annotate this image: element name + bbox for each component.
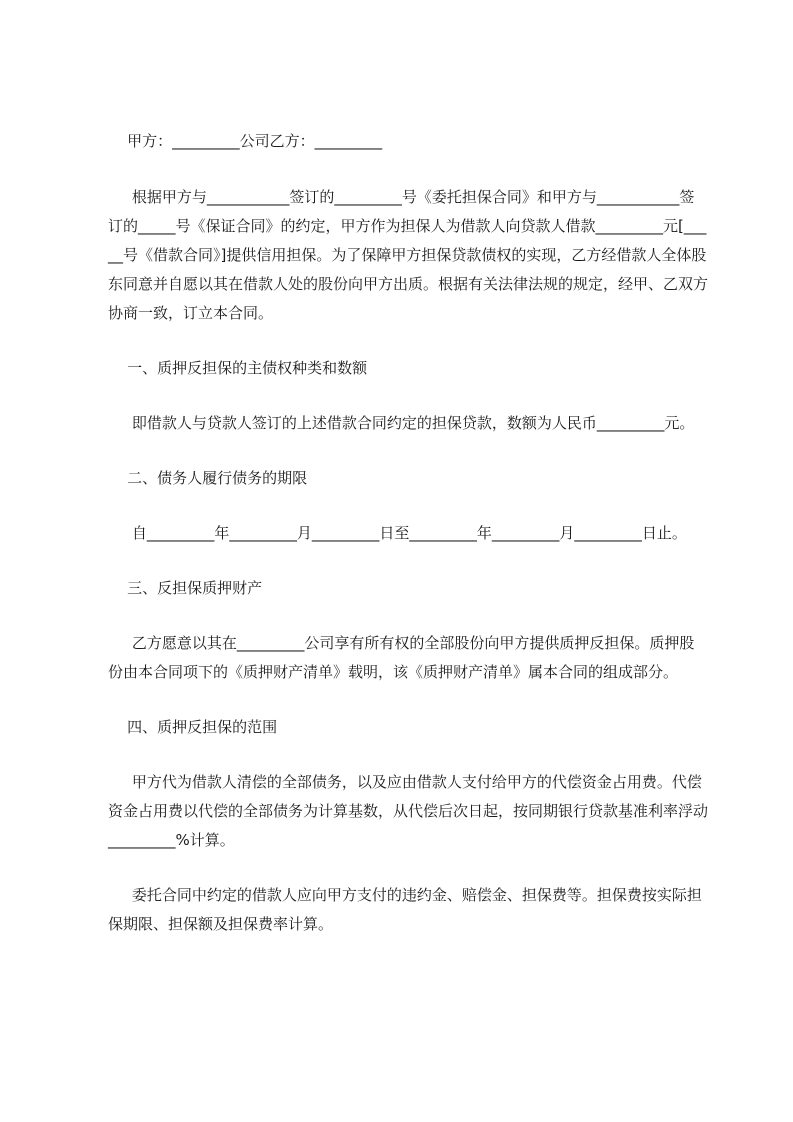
section-heading-3: 三、反担保质押财产 bbox=[108, 579, 263, 597]
spacer bbox=[108, 383, 708, 409]
spacer bbox=[108, 328, 708, 354]
intro-paragraph: 根据甲方与___________签订的_________号《委托担保合同》和甲方与___________签订的_____号《保证合同》的约定，甲方作为担保人为借款人向贷款人借款_________元[_____号《借款合同》]提供信用担保。为了保障甲方担保贷款债权的实现，乙方经借款人全体股东同意并自愿以其在借款人处的股份向甲方出质。根据有关法律法规的规定，经甲、乙双方协商一致，订立本合同。 bbox=[108, 188, 709, 322]
spacer bbox=[108, 438, 708, 464]
spacer bbox=[108, 603, 708, 629]
section-body-3: 乙方愿意以其在_________公司享有所有权的全部股份向甲方提供质押反担保。质押股份由本合同项下的《质押财产清单》载明，该《质押财产清单》属本合同的组成部分。 bbox=[108, 634, 695, 681]
spacer bbox=[108, 156, 708, 183]
spacer bbox=[108, 493, 708, 519]
section-heading-4: 四、质押反担保的范围 bbox=[108, 718, 278, 736]
spacer bbox=[108, 548, 708, 574]
section-body-1: 即借款人与贷款人签订的上述借款合同约定的担保贷款，数额为人民币_________元。 bbox=[108, 414, 695, 432]
contract-body bbox=[108, 127, 708, 939]
closing-paragraph: 委托合同中约定的借款人应向甲方支付的违约金、赔偿金、担保费等。担保费按实际担保期限、担保额及担保费率计算。 bbox=[108, 886, 702, 933]
spacer bbox=[108, 687, 708, 713]
section-body-4: 甲方代为借款人清偿的全部债务，以及应由借款人支付给甲方的代偿资金占用费。代偿资金占用费以代偿的全部债务为计算基数，从代偿后次日起，按同期银行贷款基准利率浮动_________%计算。 bbox=[108, 773, 709, 849]
parties-line: 甲方：_________公司乙方：_________ bbox=[108, 132, 383, 150]
section-body-2: 自_________年_________月_________日至_________年_________月_________日止。 bbox=[108, 524, 687, 542]
section-heading-2: 二、债务人履行债务的期限 bbox=[108, 469, 308, 487]
section-heading-1: 一、质押反担保的主债权种类和数额 bbox=[108, 359, 368, 377]
spacer bbox=[108, 742, 708, 768]
spacer bbox=[108, 855, 708, 881]
